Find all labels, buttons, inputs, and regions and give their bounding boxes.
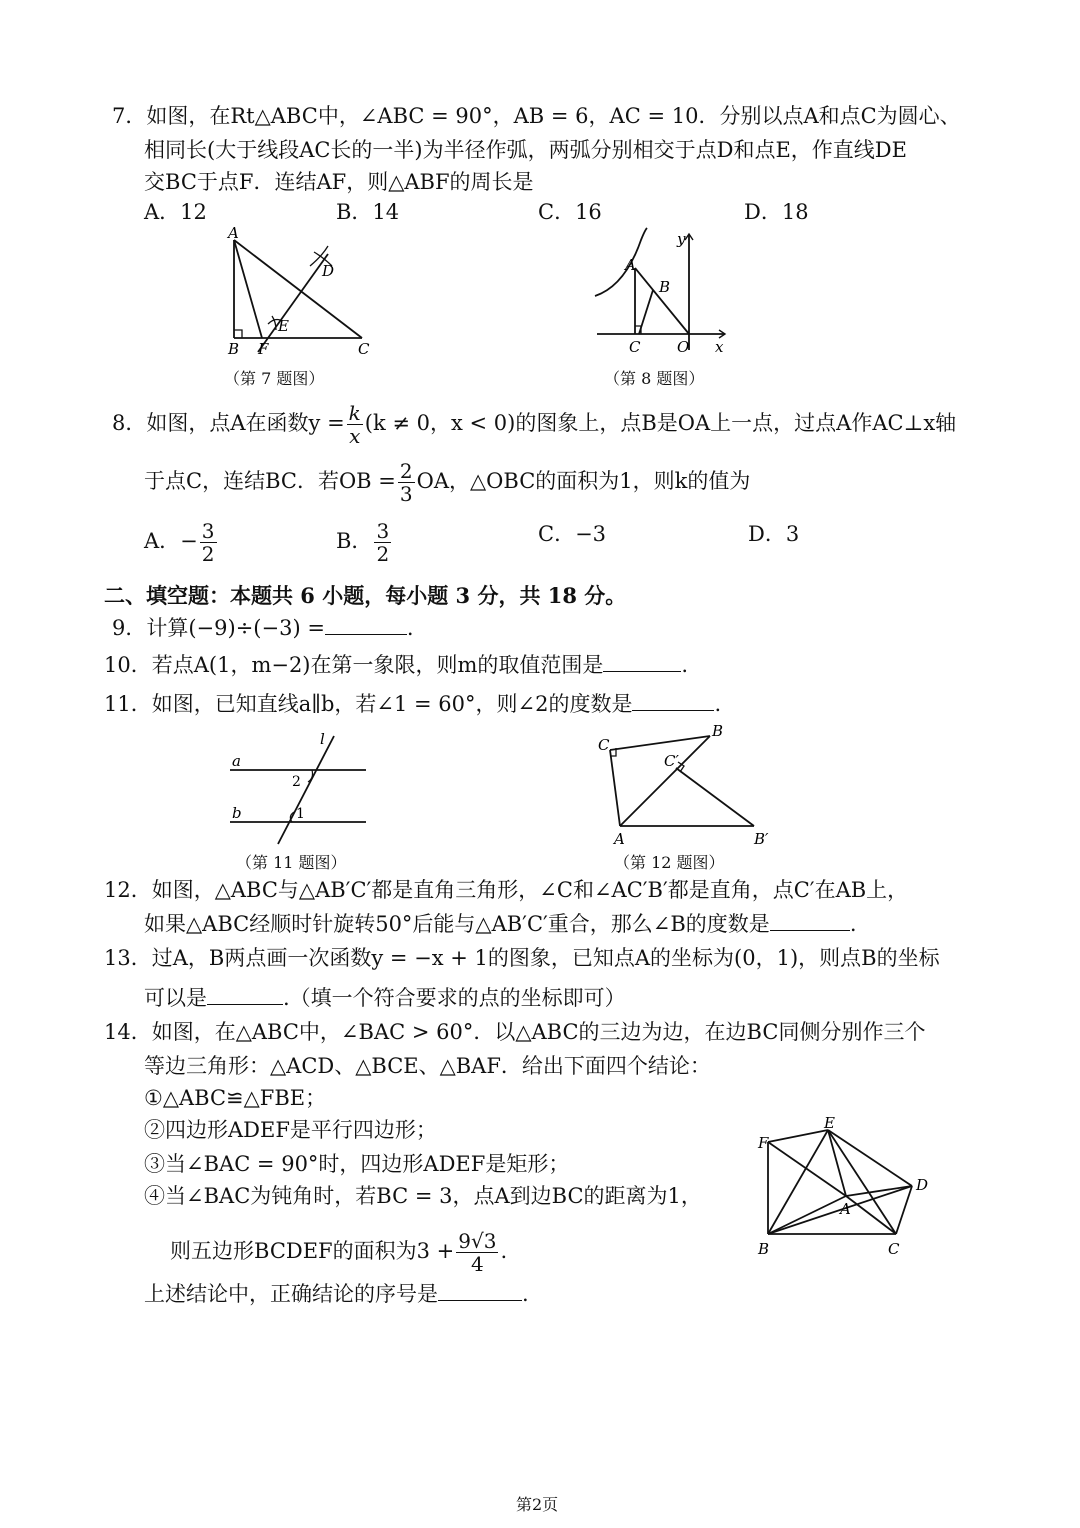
fig8-hyperbola [595,228,647,296]
q7-line1: 7．如图，在Rt△ABC中，∠ABC = 90°，AB = 6，AC = 10．分别以点A和点C为圆心、 [112,104,961,128]
q7-option-a: A．12 [144,200,207,224]
q9-text: 9．计算(−9)÷(−3) = [112,616,325,640]
q14-conclusion-2: ②四边形ADEF是平行四边形； [144,1118,437,1142]
q14-ask-text: 上述结论中，正确结论的序号是 [144,1282,438,1306]
q9-end: . [406,616,414,640]
fig7-label-b: B [228,340,240,358]
q14-answer-blank[interactable] [438,1280,522,1301]
fig12-label-b: B [712,722,724,740]
q14-area-num: 9√3 [458,1229,497,1253]
q8-frac2-den: 3 [399,482,413,506]
fig11-label-2: 2 [292,774,301,790]
q7-option-d: D．18 [744,200,809,224]
q11-text: 11．如图，已知直线a∥b，若∠1 = 60°，则∠2的度数是 [104,692,633,716]
q14-line2: 等边三角形：△ACD、△BCE、△BAF．给出下面四个结论： [144,1054,711,1078]
q14-area-den: 4 [471,1252,484,1276]
fig11-label-a: a [232,752,241,770]
q13-line2-a: 可以是 [144,986,207,1010]
q9-answer-blank[interactable] [325,614,407,635]
q14-end: . [522,1282,529,1306]
q13-line1: 13．过A，B两点画一次函数y = −x + 1的图象，已知点A的坐标为(0，1)，则点B的坐标 [104,946,940,970]
fig14-segment-ac [846,1196,896,1234]
q8-option-b-label: B． [336,529,373,553]
q7-option-b: B．14 [336,200,400,224]
fig7-right-angle [234,330,242,338]
q8-option-a [144,520,219,565]
fig11-label-1: 1 [296,806,305,822]
fig11-label-l: l [320,730,325,748]
fig12-caption: （第 12 题图） [614,853,725,872]
fig12-label-c-prime: C′ [664,752,679,770]
q14-line1: 14．如图，在△ABC中，∠BAC > 60°．以△ABC的三边为边，在边BC同侧分别作三个 [104,1020,926,1044]
fig8-label-c: C [629,338,641,356]
fig12-label-b-prime: B′ [754,830,769,848]
fig11 [220,726,380,850]
fig14-label-a: A [840,1200,851,1218]
fig8-label-y: y [677,230,686,248]
fig7-label-d: D [322,262,335,280]
fig7-side-ac [234,240,362,338]
q14-c4b-text: 则五边形BCDEF的面积为3 + [170,1239,455,1263]
fig7-label-e: E [278,317,289,335]
fig14-segment-ec [828,1130,896,1234]
fig12-label-a: A [614,830,625,848]
q8-frac2-num: 2 [399,459,413,483]
q11-end: . [714,692,722,716]
q8-line1 [112,402,956,447]
q8-line2-b: OA，△OBC的面积为1，则k的值为 [416,469,751,493]
q14-conclusion-4-cont [170,1230,507,1275]
fig11-caption: （第 11 题图） [236,853,347,872]
fig7-label-f: F [258,340,269,358]
q8-option-a-num: 3 [201,519,215,543]
q10 [104,651,688,679]
fig12 [592,720,772,850]
fig12-side-c2b2 [676,768,754,826]
q8-frac1-num: k [348,401,361,425]
fig11-line-l [278,736,334,844]
q14-c4b-end: . [500,1239,508,1263]
fig14-side-fe [768,1130,828,1142]
q7-line3: 交BC于点F．连结AF，则△ABF的周长是 [144,170,534,194]
q8-option-b-num: 3 [376,519,390,543]
fig7-caption: （第 7 题图） [224,369,325,388]
q13-line2 [144,984,626,1012]
fig14-label-d: D [916,1176,929,1194]
q14-conclusion-4: ④当∠BAC为钝角时，若BC = 3，点A到边BC的距离为1， [144,1184,702,1208]
q12-line2 [144,910,857,938]
q10-answer-blank[interactable] [603,651,681,672]
q8-option-b-fraction [374,520,391,565]
fig14-side-dc [896,1186,912,1234]
fig8-caption: （第 8 题图） [604,369,705,388]
q8-fraction-2-over-3 [398,460,415,505]
fig7-label-a: A [228,226,239,242]
fig12-side-ca [610,750,620,826]
q8-option-a-sign: − [180,529,198,553]
q8-option-b-den: 2 [376,542,390,566]
fig14-label-c: C [888,1240,900,1258]
q12-line2-text: 如果△ABC经顺时针旋转50°后能与△AB′C′重合，那么∠B的度数是 [144,912,770,936]
fig12-side-cb [610,736,710,750]
q12-end: . [849,912,857,936]
fig14-label-f: F [758,1134,769,1152]
fig7-arc-e2 [272,316,276,330]
q13-line2-b: .（填一个符合要求的点的坐标即可） [283,986,626,1010]
q8-frac1-den: x [349,424,361,448]
fig14 [748,1116,938,1262]
fig14-label-b: B [758,1240,770,1258]
fig12-label-c: C [598,736,610,754]
q7-line2: 相同长(大于线段AC长的一半)为半径作弧，两弧分别相交于点D和点E，作直线DE [144,138,907,162]
fig14-label-e: E [824,1116,835,1132]
q8-option-a-fraction [200,520,217,565]
q12-line1: 12．如图，△ABC与△AB′C′都是直角三角形，∠C和∠AC′B′都是直角，点C′在AB上， [104,878,909,902]
fig7 [210,226,385,366]
q13-answer-blank[interactable] [207,984,283,1005]
fig8 [585,226,735,366]
q10-text: 10．若点A(1，m−2)在第一象限，则m的取值范围是 [104,653,604,677]
fig8-label-b: B [659,278,671,296]
q8-option-a-label: A． [144,529,181,553]
q14-area-fraction [456,1230,498,1275]
q8-line2-a: 于点C，连结BC．若OB = [144,469,396,493]
fig12-side-ab [620,736,710,826]
q8-option-d: D．3 [748,522,800,546]
fig14-segment-ad [846,1186,912,1196]
fig7-segment-af [234,240,262,338]
fig8-label-a: A [625,256,636,274]
q10-end: . [681,653,689,677]
fig8-label-x: x [715,338,724,356]
q8-fraction-k-over-x [347,402,363,447]
page-number: 第2页 [516,1495,559,1514]
q8-line2 [144,460,750,505]
q8-line1-a: 8．如图，点A在函数y = [112,411,345,435]
q14-ask [144,1280,529,1308]
q8-option-b [336,520,393,565]
q8-option-c: C．−3 [538,522,607,546]
q11-answer-blank[interactable] [632,690,714,711]
q12-answer-blank[interactable] [770,910,850,931]
q11 [104,690,721,718]
section2-heading: 二、填空题：本题共 6 小题，每小题 3 分，共 18 分。 [104,583,627,608]
q14-conclusion-1: ①△ABC≌△FBE； [144,1086,327,1110]
q7-option-c: C．16 [538,200,602,224]
fig11-label-b: b [232,804,242,822]
q9 [112,614,414,642]
fig8-label-o: O [677,338,690,356]
q8-line1-b: (k ≠ 0，x < 0)的图象上，点B是OA上一点，过点A作AC⊥x轴 [364,411,957,435]
fig7-label-c: C [358,340,370,358]
q14-conclusion-3: ③当∠BAC = 90°时，四边形ADEF是矩形； [144,1152,570,1176]
q8-option-a-den: 2 [201,542,215,566]
